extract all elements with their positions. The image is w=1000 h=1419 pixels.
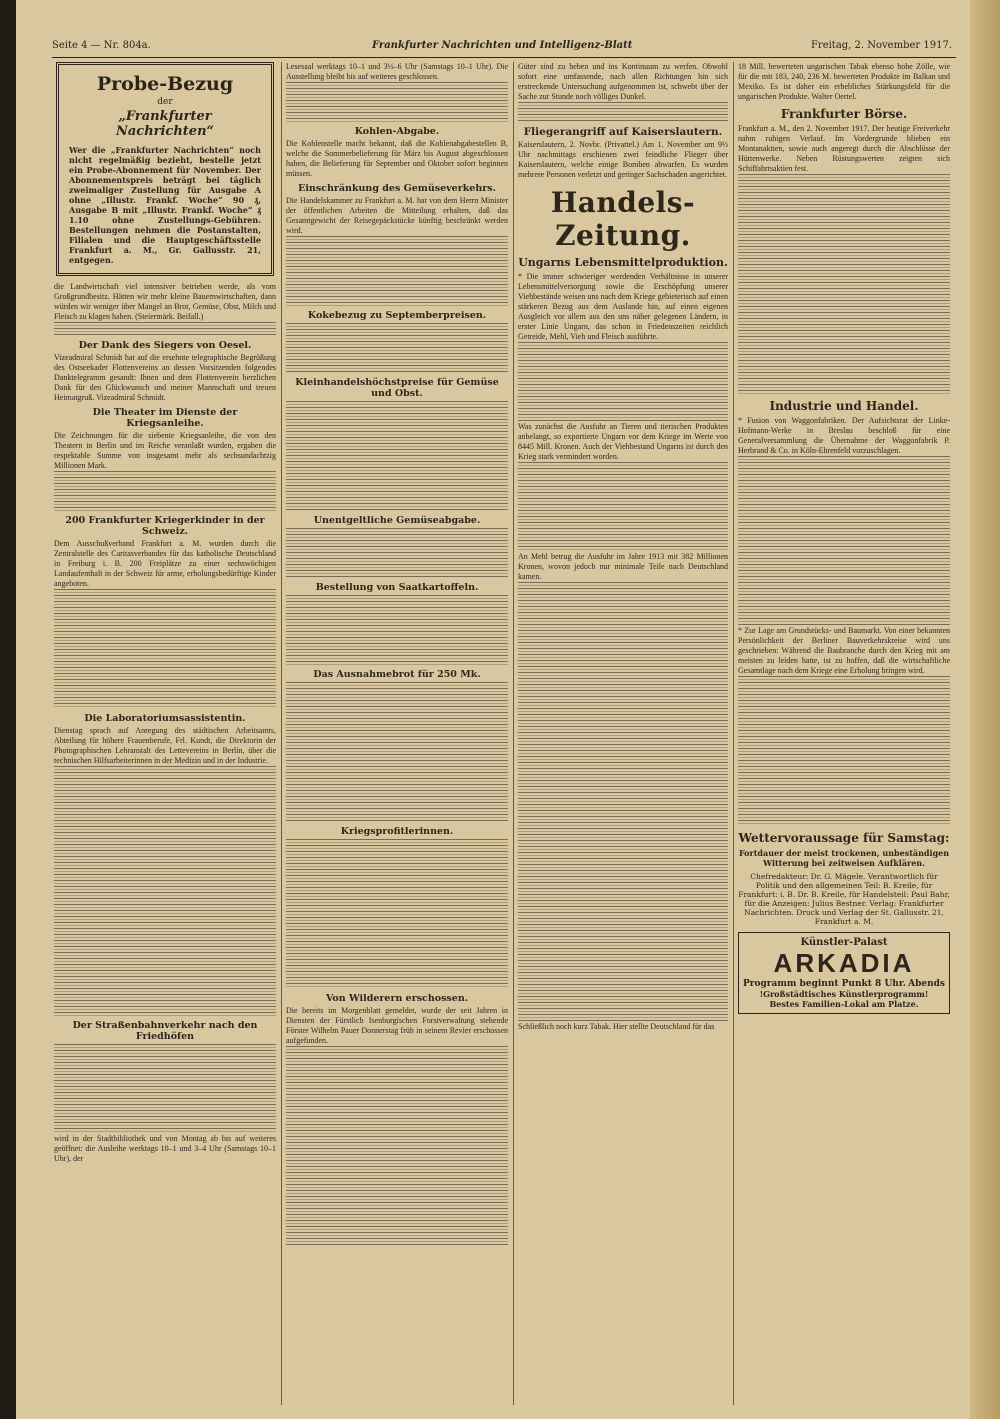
text-block xyxy=(286,682,508,822)
article-text: Güter sind zu heben und ins Kontinuum zu werfen. Obwohl sofort eine umfassende, nach allen Richtungen hin sich erstreckende Untersuchung aufgenommen ist, schwebt über der Sache zur Stunde noch völliges Dunkel. xyxy=(518,62,728,101)
article-heading: Unentgeltliche Gemüseabgabe. xyxy=(313,515,481,526)
article-text: wird in der Stadtbibliothek und von Montag ab bis auf weiteres geöffnet: die Ausleihe werktags 10–1 und 3–4 Uhr (Samstags 10–1 Uhr), der xyxy=(54,1134,276,1163)
article-heading: Der Straßenbahnverkehr nach den Friedhöfen xyxy=(72,1020,258,1042)
text-block xyxy=(518,462,728,552)
page-edge-right xyxy=(970,0,1000,1419)
text-block xyxy=(286,401,508,511)
article-heading: Frankfurter Börse. xyxy=(780,107,908,121)
weather-heading: Wettervoraussage für Samstag: xyxy=(738,831,950,845)
ad-evening: Abends xyxy=(908,979,945,989)
article-heading: Die Theater im Dienste der Kriegsanleihe. xyxy=(92,407,238,429)
text-block xyxy=(518,342,728,422)
ad-program-row xyxy=(743,979,945,989)
column-1 xyxy=(54,62,276,1405)
article-heading: 200 Frankfurter Kriegerkinder in der Schweiz. xyxy=(65,515,265,537)
article-heading: Bestellung von Saatkartoffeln. xyxy=(315,582,479,593)
text-block xyxy=(738,676,950,826)
header-date: Freitag, 2. November 1917. xyxy=(810,40,952,51)
article-text: Was zunächst die Ausfuhr an Tieren und tierischen Produkten anbelangt, so exportierte Ungarn vor dem Kriege im Werte von 8445 Mill. Kronen. Auch der Viehbestand Ungarns ist durch den Krieg stark vermindert worden. xyxy=(518,422,728,461)
text-block xyxy=(286,323,508,373)
weather-forecast: Fortdauer der meist trockenen, unbeständigen Witterung bei zeitweisen Aufklären. xyxy=(738,848,950,868)
ad-line: Bestes Familien-Lokal am Platze. xyxy=(769,999,919,1009)
text-block xyxy=(286,1046,508,1246)
article-heading: Kokebezug zu Septemberpreisen. xyxy=(307,310,487,321)
article-text: * Zur Lage am Grundstücks- und Baumarkt. Von einer bekannten Persönlichkeit der Berliner Bauverkehrskreise wird uns geschrieben: Während die Baubranche durch den Krieg mit am meisten zu leiden hatte, ist zu hoffen, daß die wirtschaftliche Gesamtlage nach dem Kriege eine Erholung bringen wird. xyxy=(738,626,950,675)
article-text: Frankfurt a. M., den 2. November 1917. Der heutige Freiverkehr nahm ruhigen Verlauf. Im Vordergrunde blieben ein Montanaktien, sowie auch angeregt durch die Abschlüsse der Hüttenwerke. Neben Rüstungswerten zeigten sich Schiffahrtsaktien fest. xyxy=(738,124,950,173)
probe-bezug-ad xyxy=(56,62,274,276)
text-block xyxy=(54,1044,276,1134)
article-heading: Kleinhandelshöchstpreise für Gemüse und Obst. xyxy=(295,377,499,399)
article-text: Dienstag sprach auf Anregung des städtischen Arbeitsamts, Abteilung für höhere Frauenberufe, Frl. Kundt, die Direktorin der Photographischen Lehranstalt des Lettevereins in Berlin, über die technischen Hilfsarbeiterinnen in der Medizin und in der Industrie. xyxy=(54,726,276,765)
article-text: Die Kohlenstelle macht bekannt, daß die Kohlenabgabestellen B, welche die Sommerbelieferung für März bis August abgeschlossen haben, die Belieferung für September und Oktober sofort beginnen müssen. xyxy=(286,139,508,178)
text-block xyxy=(286,528,508,578)
text-block xyxy=(286,595,508,665)
text-block xyxy=(54,589,276,709)
text-block xyxy=(286,236,508,306)
article-text: 18 Mill. bewerteten ungarischen Tabak ebenso hohe Zölle, wie für die mit 183, 240, 236 M. bewerteten Produkte im Balkan und Mexiko. Es ist daher ein erhebliches Stärkungsfeld für die ungarischen Produkte. Walter Oertel. xyxy=(738,62,950,101)
page-header xyxy=(52,40,952,58)
article-text: Die Handelskammer zu Frankfurt a. M. hat von dem Herrn Minister der öffentlichen Arbeiten die Mitteilung erhalten, daß das Gesamtgewicht der Reisegepäckstücke künftig beschränkt werden wird. xyxy=(286,196,508,235)
article-text: Schließlich noch kurz Tabak. Hier stellte Deutschland für das xyxy=(518,1022,715,1031)
section-title-handels-zeitung: Handels-Zeitung. xyxy=(550,186,696,252)
article-heading: Kohlen-Abgabe. xyxy=(354,126,440,137)
ad-arkadia: ARKADIA xyxy=(773,948,915,978)
article-text: Die bereits im Morgenblatt gemeldet, wurde der seit Jahren in Diensten der Fürstlich Isenburgischen Forstverwaltung stehende Förster Wilhelm Pauer Donnerstag früh in seinem Revier erschossen aufgefunden. xyxy=(286,1006,508,1045)
column-4 xyxy=(738,62,950,1405)
impressum: Chefredakteur: Dr. G. Mägele. Verantwortlich für Politik und den allgemeinen Teil: B. Kreile, für Frankfurt: i. B. Dr. B. Kreile, für Handelsteil: Paul Bahr, für die Anzeigen: Julius Bestner. Verlag: Frankfurter Nachrichten. Druck und Verlag der St. Gallusstr. 21, Frankfurt a. M. xyxy=(738,872,950,926)
header-page-number: Seite 4 — Nr. 804a. xyxy=(52,40,151,51)
column-2 xyxy=(286,62,508,1405)
header-masthead: Frankfurter Nachrichten und Intelligenz-Blatt xyxy=(372,40,633,51)
text-block xyxy=(54,322,276,336)
ad-title: Probe-Bezug xyxy=(96,73,234,95)
text-block xyxy=(738,456,950,626)
ad-line: !Großstädtisches Künstlerprogramm! xyxy=(759,989,929,999)
column-divider xyxy=(733,62,734,1405)
article-heading: Die Laboratoriumsassistentin. xyxy=(84,713,246,724)
ad-body: Wer die „Frankfurter Nachrichten“ noch nicht regelmäßig bezieht, bestelle jetzt ein Probe-Abonnement für November. Der Abonnementspreis beträgt bei täglich zweimaliger Zustellung für Ausgabe A ohne „Illustr. Frankf. Woche“ 90 ₰, Ausgabe B mit „Illustr. Frankf. Woche“ ₰ 1.10 ohne Zustellungs-Gebühren. Bestellungen nehmen die Postanstalten, Filialen und die Hauptgeschäftsstelle Frankfurt a. M., Gr. Gallusstr. 21, entgegen. xyxy=(69,145,261,265)
text-block xyxy=(518,102,728,122)
article-text: Die Zeichnungen für die siebente Kriegsanleihe, die von den Theatern in Berlin und im Reiche veranlaßt wurden, ergaben die respektable Summe von insgesamt mehr als sechsundachtzig Millionen Mark. xyxy=(54,431,276,470)
text-block xyxy=(518,582,728,1022)
article-heading: Kriegsprofitlerinnen. xyxy=(340,826,454,837)
header-rule xyxy=(52,57,956,58)
arkadia-ad xyxy=(738,932,950,1014)
text-block xyxy=(286,82,508,122)
column-3 xyxy=(518,62,728,1405)
article-text: die Landwirtschaft viel intensiver betrieben werde, als vom Großgrundbesitz. Hätten wir mehr kleine Bauernwirtschaften, dann würden wir weniger über Mangel an Brot, Gemüse, Obst, Milch und Fleisch zu klagen haben. (Steiermärk. Beifall.) xyxy=(54,282,276,321)
text-block xyxy=(54,471,276,511)
column-divider xyxy=(281,62,282,1405)
article-heading: Industrie und Handel. xyxy=(769,399,919,413)
text-block xyxy=(738,174,950,394)
article-text: An Mehl betrug die Ausfuhr im Jahre 1913 mit 382 Millionen Kronen, wovon jedoch nur minimale Teile nach Deutschland kamen. xyxy=(518,552,728,581)
text-block xyxy=(286,839,508,989)
article-heading: Ungarns Lebensmittelproduktion. xyxy=(518,256,728,269)
page-edge-shadow xyxy=(0,0,16,1419)
article-heading: Fliegerangriff auf Kaiserslautern. xyxy=(523,126,723,138)
article-heading: Einschränkung des Gemüseverkehrs. xyxy=(298,183,496,194)
ad-der: der xyxy=(157,97,173,107)
article-text: Dem Ausschußverband Frankfurt a. M. wurden durch die Zentralstelle des Caritasverbandes für das katholische Deutschland in Freiburg i. B. 200 Freiplätze zu einer sechswöchigen Landaufenthalt in der Schweiz für arme, erholungsbedürftige Kinder angeboten. xyxy=(54,539,276,588)
article-heading: Der Dank des Siegers von Oesel. xyxy=(78,340,252,351)
article-text: Lesesaal werktags 10–1 und 3½–6 Uhr (Samstags 10–1 Uhr). Die Ausstellung bleibt bis auf weiteres geschlossen. xyxy=(286,62,508,81)
column-divider xyxy=(513,62,514,1405)
article-heading: Das Ausnahmebrot für 250 Mk. xyxy=(313,669,481,680)
ad-kuenstler-palast: Künstler-Palast xyxy=(800,937,888,948)
ad-program-time: Programm beginnt Punkt 8 Uhr. xyxy=(743,979,906,989)
article-text: * Die immer schwieriger werdenden Verhältnisse in unserer Lebensmittelversorgung sowie die Erschöpfung unserer Viehbestände weisen uns nach dem Kriege gebieterisch auf einen stärkeren Bezug aus dem Auslande hin, auf einen eigenen Ausgleich vor allem aus den uns näher gelegenen Ländern, in erster Linie Ungarn, das schon in Friedenszeiten reichlich Getreide, Mehl, Vieh und Fleisch ausführte. xyxy=(518,272,728,341)
ad-paper-name: „Frankfurter Nachrichten“ xyxy=(115,109,215,139)
article-text: * Fusion von Waggonfabriken. Der Aufsichtsrat der Linke-Hofmann-Werke in Breslau beschloß für eine Generalversammlung die Übernahme der Waggonfabrik P. Herbrand & Co. in Köln-Ehrenfeld vorzuschlagen. xyxy=(738,416,950,455)
article-heading: Von Wilderern erschossen. xyxy=(325,993,469,1004)
text-block xyxy=(54,766,276,1016)
article-text: Vizeadmiral Schmidt hat auf die ersehnte telegraphische Begrüßung des Ostseekader Flottenvereins an dessen Vorsitzenden folgendes Danktelegramm gesandt: Ihnen und dem Flottenverein herzlichen Dank für den Glückwunsch und meiner Mannschaft und treuen Heimatgruß. Vizeadmiral Schmidt. xyxy=(54,353,276,402)
article-text: Kaiserslautern, 2. Novbr. (Privattel.) Am 1. November um 9½ Uhr nachmittags erschienen zwei feindliche Flieger über Kaiserslautern, welche einige Bomben abwarfen. Es wurden mehrere Personen verletzt und geringer Sachschaden angerichtet. xyxy=(518,140,728,179)
